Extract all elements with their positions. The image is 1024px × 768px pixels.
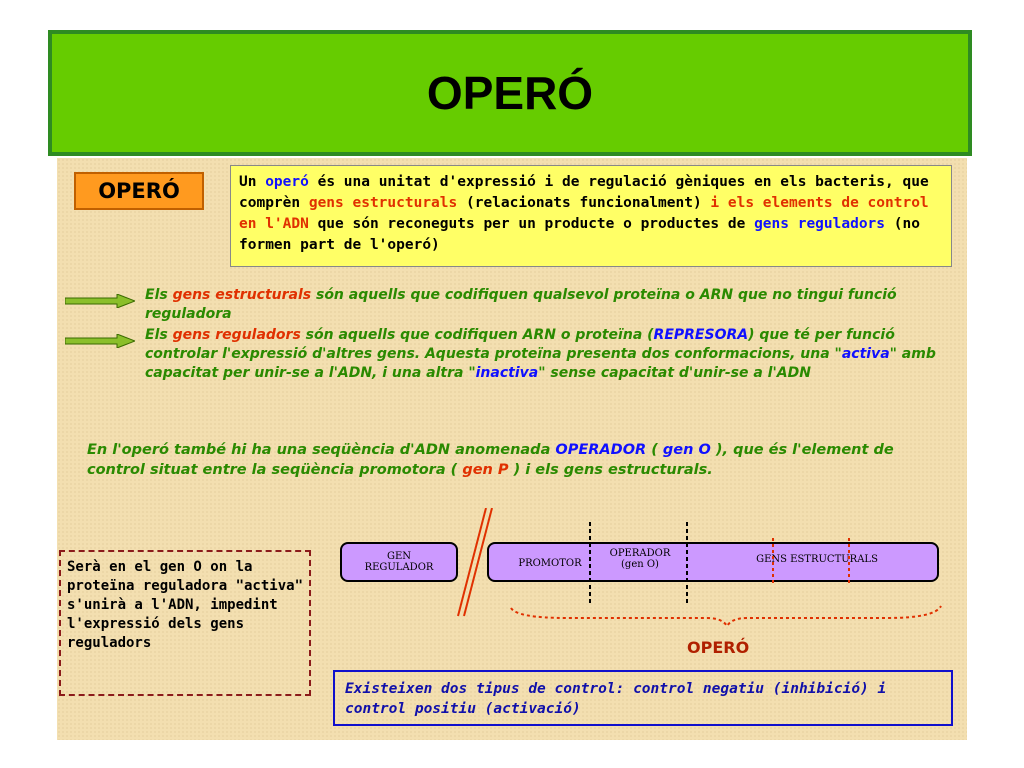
text-run: gens estructurals xyxy=(308,195,458,211)
gen-regulador-block xyxy=(340,542,458,582)
definition-box xyxy=(230,165,952,267)
text-run: activa xyxy=(841,346,890,362)
operon-brace xyxy=(507,594,947,634)
text-run: En l'operó també hi ha una seqüència d'ADN anomenada xyxy=(87,442,556,458)
text-run: són aquells que codifiquen ARN o proteïna ( xyxy=(300,327,654,343)
text-run: gen P xyxy=(462,462,509,478)
definition-text xyxy=(239,174,929,253)
text-run: REPRESORA xyxy=(653,327,749,343)
text-run: i els elements de control en l'ADN xyxy=(239,195,929,232)
arrow-right-icon xyxy=(65,294,135,308)
slide-content xyxy=(57,158,967,740)
bullet-structural-genes xyxy=(145,286,945,324)
text-run: són aquells que codifiquen qualsevol proteïna o ARN que no tingui funció reguladora xyxy=(145,287,897,322)
text-run: " amb capacitat per unir-se a l'ADN, i una altra " xyxy=(145,346,936,381)
promotor-label: PROMOTOR xyxy=(518,558,582,569)
text-run: gens reguladors xyxy=(754,216,886,232)
text-run: ) que té per funció controlar l'expressió d'altres gens. Aquesta proteïna presenta dos conformacions, una " xyxy=(145,327,895,362)
text-run: inactiva xyxy=(475,365,539,381)
control-types-box: Existeixen dos tipus de control: control negatiu (inhibició) i control positiu (activació) xyxy=(333,670,953,726)
text-run: gens reguladors xyxy=(172,327,301,343)
text-run: (no formen part de l'operó) xyxy=(239,216,920,253)
gen-regulador-label: GEN REGULADOR xyxy=(364,551,434,573)
text-run: que són reconeguts per un producte o productes de xyxy=(308,216,755,232)
text-run: (relacionats funcionalment) xyxy=(457,195,711,211)
text-run: gen O xyxy=(662,442,711,458)
text-run: és una unitat d'expressió i de regulació gèniques en els bacteris, que comprèn xyxy=(239,174,929,211)
bullet-regulatory-genes xyxy=(145,326,945,383)
arrow-right-icon xyxy=(65,334,135,348)
operador-label: OPERADOR (gen O) xyxy=(609,548,671,570)
bullet-regulatory-text xyxy=(145,327,936,381)
bullet-structural-text xyxy=(145,287,897,322)
title-banner xyxy=(48,30,972,156)
opero-label-box: OPERÓ xyxy=(74,172,204,210)
text-run: ( xyxy=(646,442,663,458)
gens-estructurals-label: GENS ESTRUCTURALS xyxy=(756,554,878,565)
text-run: operó xyxy=(265,174,309,190)
text-run: Els xyxy=(145,287,173,303)
operator-paragraph xyxy=(87,440,947,480)
page-title: OPERÓ xyxy=(426,67,594,119)
text-run: Els xyxy=(145,327,173,343)
opero-diagram-label: OPERÓ xyxy=(687,638,750,657)
text-run: ) i els gens estructurals. xyxy=(508,462,713,478)
text-run: Un xyxy=(239,174,266,190)
text-run: OPERADOR xyxy=(555,442,647,458)
operator-paragraph-text xyxy=(87,442,894,478)
text-run: " sense capacitat d'unir-se a l'ADN xyxy=(538,365,811,381)
text-run: ), que és l'element de control situat entre la seqüència promotora ( xyxy=(87,442,894,478)
note-box: Serà en el gen O on la proteïna reguladora "activa" s'unirà a l'ADN, impedint l'expressió dels gens reguladors xyxy=(59,550,311,696)
text-run: gens estructurals xyxy=(172,287,312,303)
